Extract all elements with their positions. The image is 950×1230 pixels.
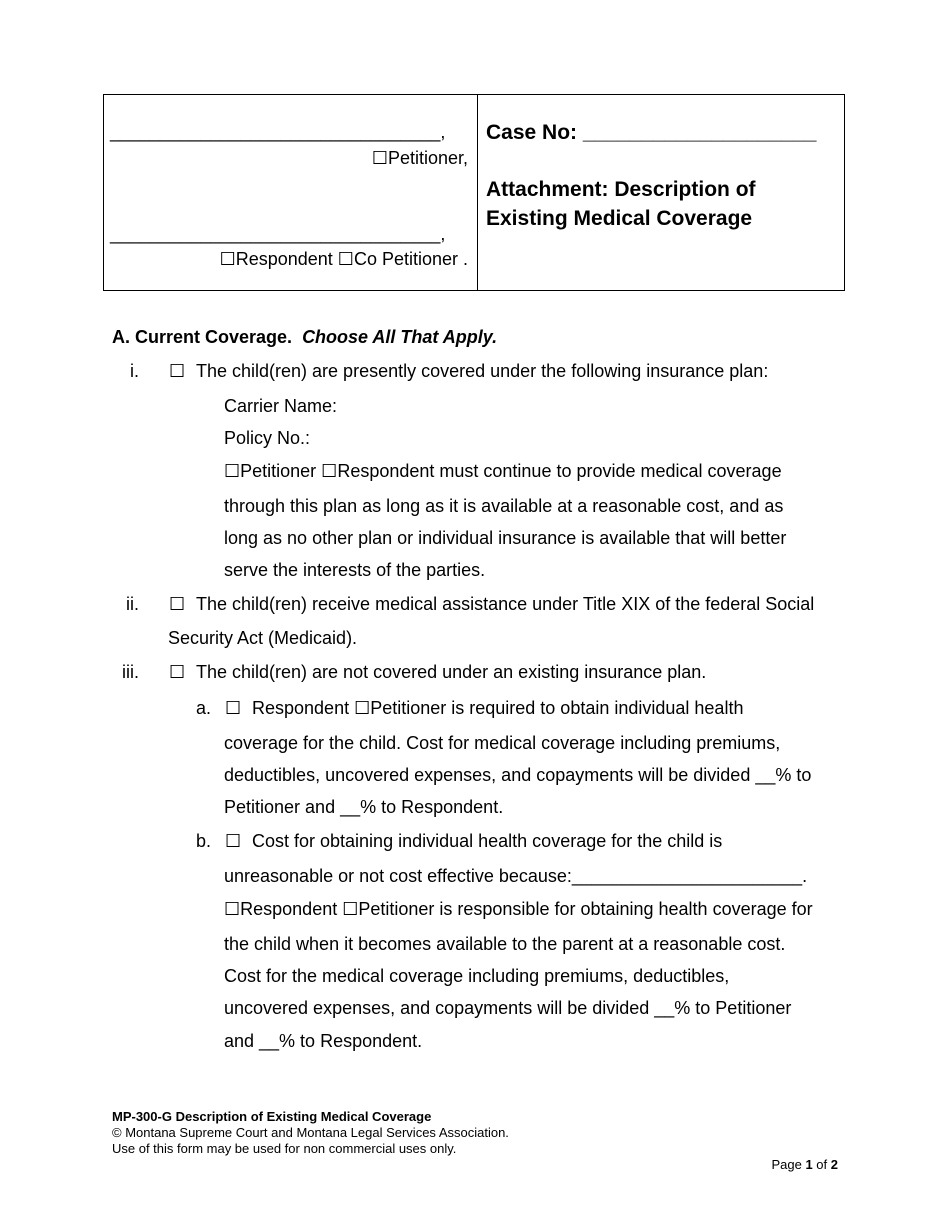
petitioner-name-line[interactable]: _________________________________, [110, 122, 446, 142]
item-i-number: i. [130, 361, 139, 381]
item-i-text: The child(ren) are presently covered under the following insurance plan: [196, 361, 769, 381]
sub-b-body-line: and __% to Respondent. [224, 1031, 423, 1051]
sub-a-letter: a. [196, 698, 212, 718]
item-iii-number: iii. [122, 662, 139, 682]
case-number[interactable]: Case No: ____________________ [486, 121, 817, 144]
respondent-name-line[interactable]: _________________________________, [110, 224, 446, 244]
sub-b-body-line: the child when it becomes available to the parent at a reasonable cost. [224, 934, 786, 954]
sub-b-body-line: ☐Respondent ☐Petitioner is responsible for obtaining health coverage for [224, 899, 813, 919]
respondent-label[interactable]: ☐Respondent ☐Co Petitioner . [219, 249, 468, 269]
item-ii-number: ii. [126, 594, 139, 614]
item-i-body-line: through this plan as long as it is available at a reasonable cost, and as [224, 496, 784, 516]
item-ii-checkbox[interactable]: ☐ [169, 594, 186, 614]
page-total: 2 [830, 1157, 838, 1172]
sub-b-text: Cost for obtaining individual health coverage for the child is [252, 831, 723, 851]
carrier-name-field[interactable]: Carrier Name: [224, 396, 338, 416]
section-a-title: A. Current Coverage. [112, 327, 293, 347]
sub-b-body-line: Cost for the medical coverage including premiums, deductibles, [224, 966, 730, 986]
petitioner-label[interactable]: ☐Petitioner, [371, 148, 468, 168]
page-prefix: Page [771, 1157, 806, 1172]
page-indicator [771, 1157, 838, 1173]
item-ii-text: The child(ren) receive medical assistance under Title XIX of the federal Social [196, 594, 815, 614]
policy-number-field[interactable]: Policy No.: [224, 428, 311, 448]
item-i-body-line: long as no other plan or individual insurance is available that will better [224, 528, 787, 548]
item-i-body-line: ☐Petitioner ☐Respondent must continue to provide medical coverage [224, 461, 782, 481]
item-iii-checkbox[interactable]: ☐ [169, 662, 186, 682]
sub-b-body-line: uncovered expenses, and copayments will be divided __% to Petitioner [224, 998, 792, 1018]
item-i-checkbox[interactable]: ☐ [169, 361, 186, 381]
sub-b-letter: b. [196, 831, 212, 851]
item-i-body-line: serve the interests of the parties. [224, 560, 486, 580]
section-a-instruction: Choose All That Apply. [302, 327, 498, 347]
footer-form-title: MP-300-G Description of Existing Medical Coverage [112, 1109, 432, 1124]
attachment-title-line2: Existing Medical Coverage [486, 207, 753, 230]
item-iii-text: The child(ren) are not covered under an existing insurance plan. [196, 662, 707, 682]
section-a-heading [112, 326, 497, 348]
sub-a-checkbox[interactable]: ☐ [225, 698, 242, 718]
sub-b-checkbox[interactable]: ☐ [225, 831, 242, 851]
sub-a-body-line: Petitioner and __% to Respondent. [224, 797, 504, 817]
footer-usage: Use of this form may be used for non commercial uses only. [112, 1141, 457, 1156]
footer-copyright: © Montana Supreme Court and Montana Legal Services Association. [112, 1125, 509, 1140]
page-number: 1 [805, 1157, 813, 1172]
page-of: of [812, 1157, 831, 1172]
sub-b-body-line[interactable]: unreasonable or not cost effective because:_______________________. [224, 866, 808, 886]
attachment-title-line1: Attachment: Description of [486, 178, 756, 201]
sub-a-text: Respondent ☐Petitioner is required to obtain individual health [252, 698, 744, 718]
item-ii-text-cont: Security Act (Medicaid). [168, 628, 358, 648]
sub-a-body-line: coverage for the child. Cost for medical coverage including premiums, [224, 733, 781, 753]
caption-divider [477, 94, 478, 291]
sub-a-body-line: deductibles, uncovered expenses, and copayments will be divided __% to [224, 765, 812, 785]
